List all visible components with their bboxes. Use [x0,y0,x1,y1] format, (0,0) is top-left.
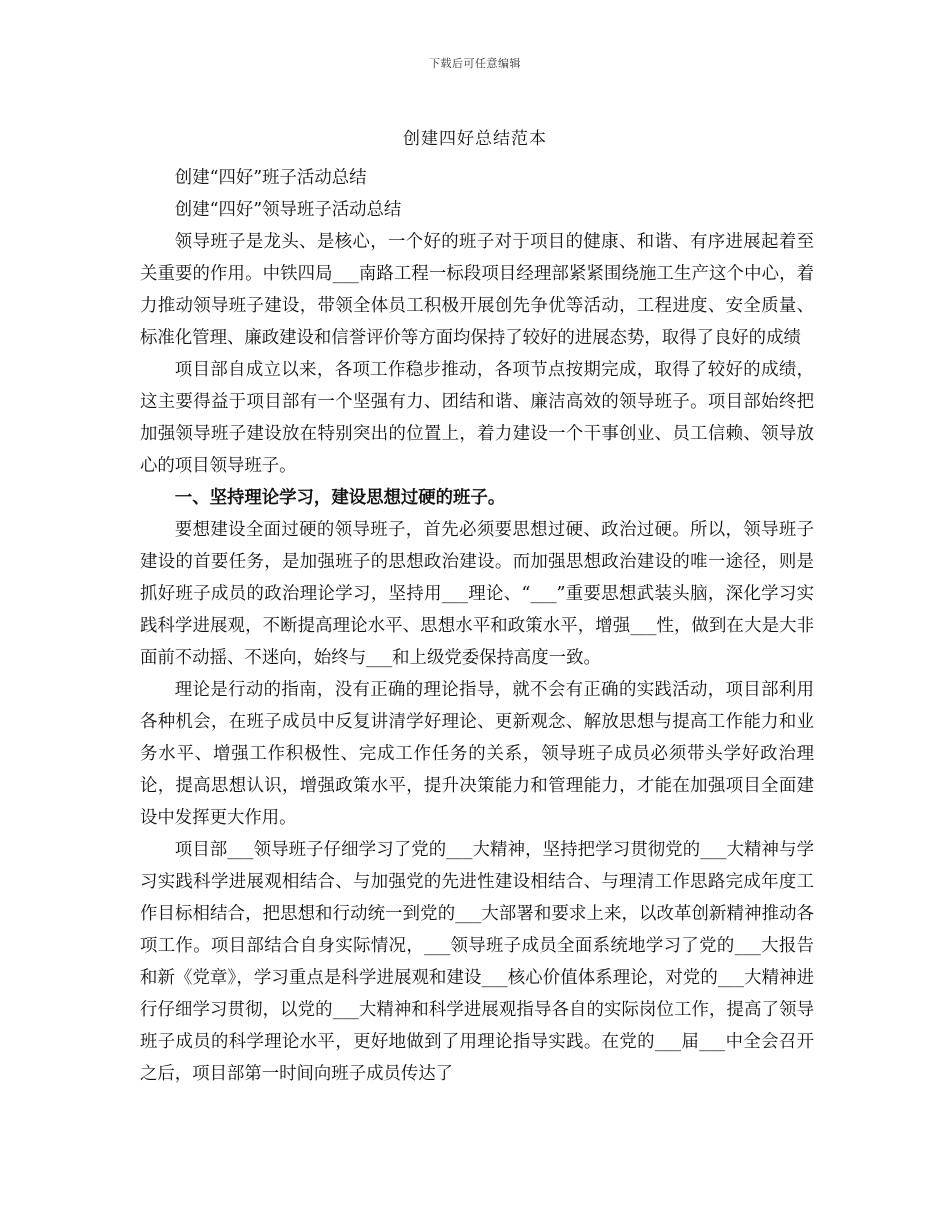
header-note: 下载后可任意编辑 [429,57,521,70]
subtitle-line: 创建“四好”领导班子活动总结 [174,200,402,220]
body-paragraph: 理论是行动的指南，没有正确的理论指导，就不会有正确的实践活动，项目部利用各种机会，在班子成员中反复讲清学好理论、更新观念、解放思想与提高工作能力和业务水平、增强工作积极性、完成工作任务的关系，领导班子成员必须带头学好政治理论，提高思想认识，增强政策水平，提升决策能力和管理能力，才能在加强项目全面建设中发挥更大作用。 [140,680,814,828]
body-paragraph: 领导班子是龙头、是核心，一个好的班子对于项目的健康、和谐、有序进展起着至关重要的作用。中铁四局___南路工程一标段项目经理部紧紧围绕施工生产这个中心，着力推动领导班子建设，带领全体员工积极开展创先争优等活动，工程进度、安全质量、标准化管理、廉政建设和信誉评价等方面均保持了较好的进展态势，取得了良好的成绩 [140,232,814,348]
body-paragraph: 项目部___领导班子仔细学习了党的___大精神，坚持把学习贯彻党的___大精神与学习实践科学进展观相结合、与加强党的先进性建设相结合、与理清工作思路完成年度工作目标相结合，把思想和行动统一到党的___大部署和要求上来，以改革创新精神推动各项工作。项目部结合自身实际情况，___领导班子成员全面系统地学习了党的___大报告和新《党章》，学习重点是科学进展观和建设___核心价值体系理论，对党的___大精神进行仔细学习贯彻，以党的___大精神和科学进展观指导各自的实际岗位工作，提高了领导班子成员的科学理论水平，更好地做到了用理论指导实践。在党的___届___中全会召开之后，项目部第一时间向班子成员传达了 [140,840,814,1084]
body-paragraph: 项目部自成立以来，各项工作稳步推动，各项节点按期完成，取得了较好的成绩，这主要得益于项目部有一个坚强有力、团结和谐、廉洁高效的领导班子。项目部始终把加强领导班子建设放在特别突出的位置上，着力建设一个干事创业、员工信赖、领导放心的项目领导班子。 [140,360,814,476]
subtitle-line: 创建“四好”班子活动总结 [174,168,367,188]
section-heading: 一、坚持理论学习，建设思想过硬的班子。 [174,488,506,508]
document-title: 创建四好总结范本 [403,129,547,149]
body-paragraph: 要想建设全面过硬的领导班子，首先必须要思想过硬、政治过硬。所以，领导班子建设的首要任务，是加强班子的思想政治建设。而加强思想政治建设的唯一途径，则是抓好班子成员的政治理论学习，坚持用___理论、“___”重要思想武装头脑，深化学习实践科学进展观，不断提高理论水平、思想水平和政策水平，增强___性，做到在大是大非面前不动摇、不迷向，始终与___和上级党委保持高度一致。 [140,520,814,668]
document-body [140,162,814,1090]
